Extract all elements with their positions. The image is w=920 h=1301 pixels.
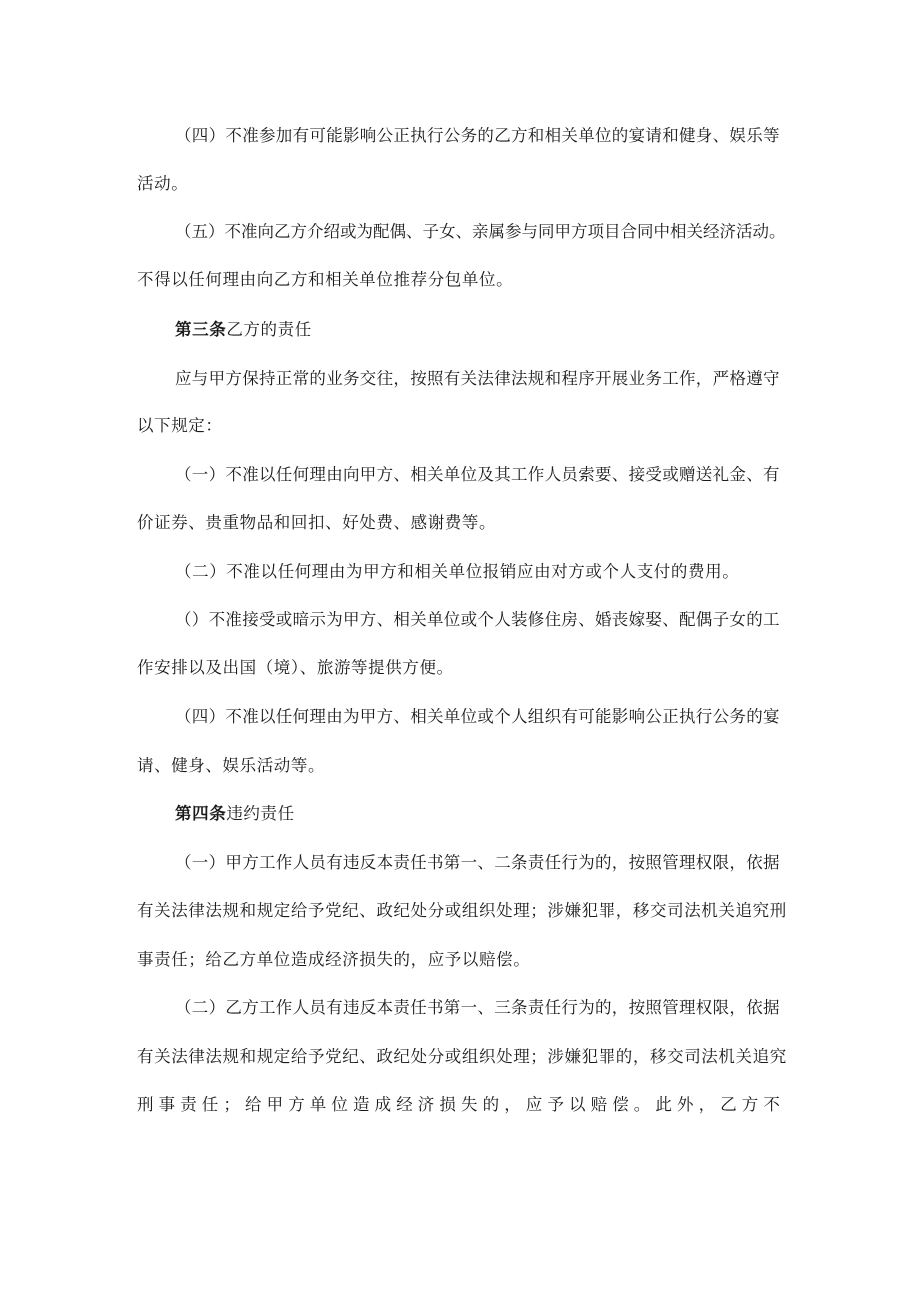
paragraph-line: 有关法律法规和规定给予党纪、政纪处分或组织处理；涉嫌犯罪的，移交司法机关追究 bbox=[137, 1047, 787, 1066]
article-number: 第三条 bbox=[175, 320, 227, 339]
paragraph-line: 有关法律法规和规定给予党纪、政纪处分或组织处理；涉嫌犯罪，移交司法机关追究刑 bbox=[137, 901, 787, 920]
paragraph-line: 以下规定： bbox=[137, 416, 223, 435]
paragraph-line: 作安排以及出国（境）、旅游等提供方便。 bbox=[137, 658, 454, 677]
article-title: 违约责任 bbox=[226, 804, 295, 823]
paragraph-line: （二）不准以任何理由为甲方和相关单位报销应由对方或个人支付的费用。 bbox=[175, 562, 740, 581]
article-number: 第四条 bbox=[175, 804, 227, 823]
paragraph-line: 活动。 bbox=[137, 174, 189, 193]
paragraph-line: 刑事责任；给甲方单位造成经济损失的，应予以赔偿。此外，乙方不 bbox=[137, 1095, 785, 1114]
paragraph-line: 价证券、贵重物品和回扣、好处费、感谢费等。 bbox=[137, 513, 497, 532]
paragraph-line: 事责任；给乙方单位造成经济损失的，应予以赔偿。 bbox=[137, 950, 531, 969]
paragraph-line: （一）甲方工作人员有违反本责任书第一、二条责任行为的，按照管理权限，依据 bbox=[175, 853, 780, 872]
paragraph-line: （五）不准向乙方介绍或为配偶、子女、亲属参与同甲方项目合同中相关经济活动。 bbox=[175, 222, 786, 241]
paragraph-line: （四）不准参加有可能影响公正执行公务的乙方和相关单位的宴请和健身、娱乐等 bbox=[175, 126, 780, 145]
paragraph-line: （）不准接受或暗示为甲方、相关单位或个人装修住房、婚丧嫁娶、配偶子女的工 bbox=[175, 610, 780, 629]
paragraph-line: 应与甲方保持正常的业务交往，按照有关法律法规和程序开展业务工作，严格遵守 bbox=[175, 369, 780, 388]
article-heading bbox=[175, 320, 312, 340]
paragraph-line: （二）乙方工作人员有违反本责任书第一、三条责任行为的，按照管理权限，依据 bbox=[175, 998, 780, 1017]
paragraph-line: （一）不准以任何理由向甲方、相关单位及其工作人员索要、接受或赠送礼金、有 bbox=[175, 465, 780, 484]
article-heading bbox=[175, 804, 295, 824]
paragraph-line: 不得以任何理由向乙方和相关单位推荐分包单位。 bbox=[137, 270, 514, 289]
paragraph-line: （四）不准以任何理由为甲方、相关单位或个人组织有可能影响公正执行公务的宴 bbox=[175, 707, 780, 726]
paragraph-line: 请、健身、娱乐活动等。 bbox=[137, 756, 326, 775]
article-title: 乙方的责任 bbox=[226, 320, 312, 339]
